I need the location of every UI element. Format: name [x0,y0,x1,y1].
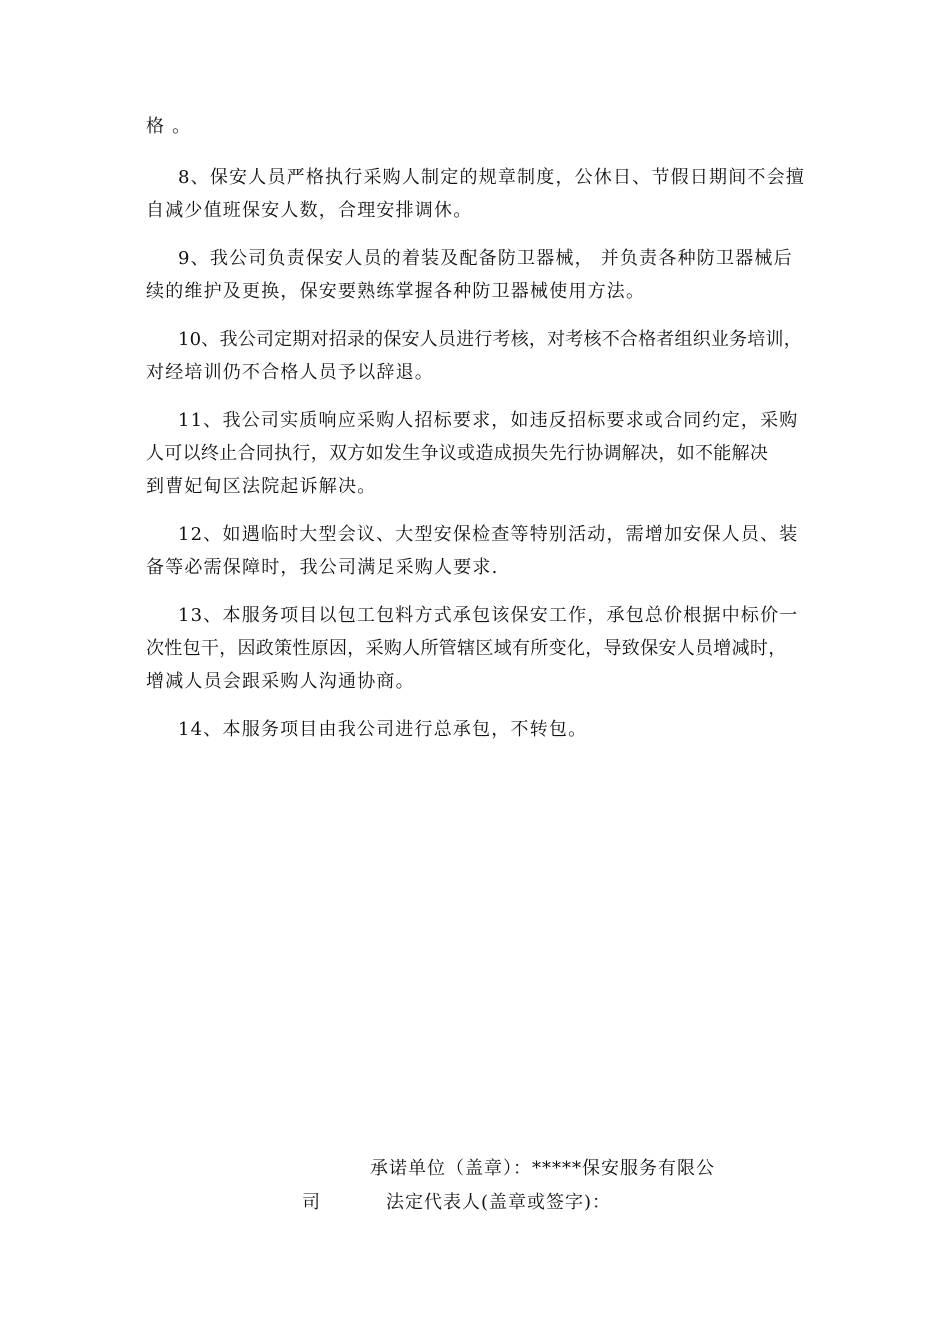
clause-8-line-1: 8、保安人员严格执行采购人制定的规章制度，公休日、节假日期间不会擅 [178,167,806,188]
clause-12-line-1: 12、如遇临时大型会议、大型安保检查等特别活动，需增加安保人员、装 [178,524,799,545]
clause-10-line-1: 10、我公司定期对招录的保安人员进行考核，对考核不合格者组织业务培训， [178,329,802,350]
clause-11-line-1: 11、我公司实质响应采购人招标要求，如违反招标要求或合同约定，采购 [178,410,799,431]
text-line-continuation: 格 。 [146,116,192,137]
signature-legal-representative: 法定代表人(盖章或签字)： [386,1192,612,1213]
clause-13-line-1: 13、本服务项目以包工包料方式承包该保安工作，承包总价根据中标价一 [178,605,799,626]
clause-13-line-3: 增减人员会跟采购人沟通协商。 [146,671,415,692]
clause-9-line-1: 9、我公司负责保安人员的着装及配备防卫器械， 并负责各种防卫器械后 [178,248,793,269]
clause-13-line-2: 次性包干，因政策性原因，采购人所管辖区域有所变化，导致保安人员增减时， [146,638,787,659]
clause-8-line-2: 自减少值班保安人数，合理安排调休。 [146,200,473,221]
signature-unit: 承诺单位（盖章）：*****保安服务有限公 [370,1158,715,1179]
clause-12-line-2: 备等必需保障时，我公司满足采购人要求. [146,557,499,578]
clause-14-line-1: 14、本服务项目由我公司进行总承包，不转包。 [178,719,588,740]
clause-10-line-2: 对经培训仍不合格人员予以辞退。 [146,362,434,383]
signature-unit-tail: 司 [302,1192,321,1213]
clause-9-line-2: 续的维护及更换，保安要熟练掌握各种防卫器械使用方法。 [146,281,646,302]
clause-11-line-2: 人可以终止合同执行，双方如发生争议或造成损失先行协调解决，如不能解决 [146,443,769,464]
clause-11-line-3: 到曹妃甸区法院起诉解决。 [146,476,377,497]
